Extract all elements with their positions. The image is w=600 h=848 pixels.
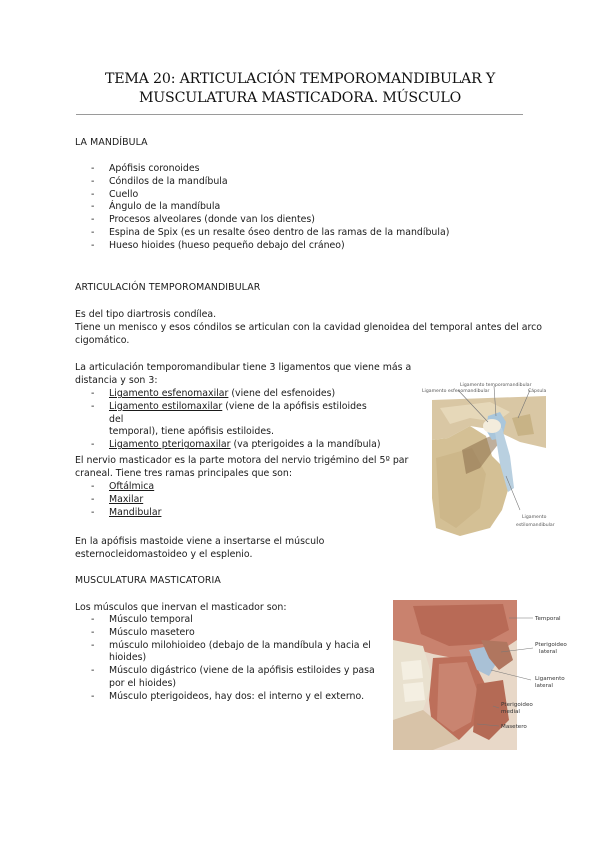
text-line: El nervio masticador es la parte motora del nervio trigémino del 5º par <box>75 455 409 466</box>
mandibula-list <box>91 163 449 253</box>
label-estilomandibular-1: Ligamento <box>522 515 547 520</box>
atm-paragraph-1 <box>75 308 543 347</box>
atm-paragraph-4 <box>75 535 375 561</box>
branch-list <box>91 481 161 519</box>
list-item: - Espina de Spix (es un resalte óseo dentro de las ramas de la mandíbula) <box>91 227 449 240</box>
list-item: - Cuello <box>91 189 449 202</box>
list-item <box>91 439 381 452</box>
masticatory-muscles-illustration <box>393 600 573 750</box>
text-line: distancia y son 3: <box>75 375 158 386</box>
ligament-desc: (viene de la apófisis estiloides del <box>109 400 367 425</box>
text-line: cigomático. <box>75 335 130 346</box>
list-item: - Músculo temporal <box>91 614 381 627</box>
list-item <box>91 481 161 494</box>
list-item <box>91 494 161 507</box>
list-item <box>91 665 381 691</box>
ligament-desc: (va pterigoides a la mandíbula) <box>230 439 381 451</box>
list-item <box>91 507 161 520</box>
branch-name: Mandibular <box>109 506 162 518</box>
ligament-name: Ligamento esfenomaxilar <box>109 388 229 399</box>
musculatura-intro: Los músculos que inervan el masticador son: <box>75 602 287 613</box>
list-item-text: músculo milohioideo (debajo de la mandíbula y hacia el <box>109 639 371 651</box>
list-item-cont: hioides) <box>109 652 147 664</box>
list-item-cont: por el hioides) <box>109 677 177 689</box>
list-item <box>91 401 381 439</box>
branch-name: Maxilar <box>109 493 144 505</box>
label-pterigoideo-lateral-2: lateral <box>539 649 557 655</box>
ligament-desc-cont: temporal), tiene apófisis estiloides. <box>109 426 274 438</box>
label-masetero: Masetero <box>501 724 527 730</box>
list-item: - Procesos alveolares (donde van los dientes) <box>91 214 449 227</box>
label-capsula: Cápsula <box>528 389 547 394</box>
label-temporomandibular: Ligamento temporomandibular <box>460 383 532 388</box>
label-ligamento-lateral-1: Ligamento <box>535 676 565 682</box>
list-item: - Ángulo de la mandíbula <box>91 201 449 214</box>
list-item-text: Músculo digástrico (viene de la apófisis estiloides y pasa <box>109 665 375 677</box>
atm-paragraph-3 <box>75 454 409 480</box>
label-temporal: Temporal <box>535 616 561 622</box>
ligament-list <box>91 388 381 452</box>
title-line-1: TEMA 20: ARTICULACIÓN TEMPOROMANDIBULAR Y <box>104 71 496 87</box>
text-line: craneal. Tiene tres ramas principales que son: <box>75 468 292 479</box>
label-pterigoideo-lateral-1: Pterigoideo <box>535 642 567 648</box>
list-item: - Apófisis coronoides <box>91 163 449 176</box>
text-line: En la apófisis mastoide viene a insertarse el músculo <box>75 536 325 547</box>
list-item: - Músculo pterigoideos, hay dos: el interno y el externo. <box>91 691 381 704</box>
section-heading-atm: ARTICULACIÓN TEMPOROMANDIBULAR <box>75 282 261 293</box>
muscle-list <box>91 614 381 704</box>
text-line: Tiene un menisco y esos cóndilos se articulan con la cavidad glenoidea del temporal antes del arco <box>75 322 543 333</box>
label-esfenomandibular: Ligamento esfenomandibular <box>422 389 490 394</box>
list-item <box>91 388 381 401</box>
text-line: esternocleidomastoideo y el esplenio. <box>75 549 253 560</box>
label-estilomandibular-2: estilomandibular <box>516 523 555 528</box>
tmj-ligaments-illustration <box>400 378 555 542</box>
title-divider <box>76 114 523 115</box>
list-item <box>91 640 381 666</box>
atm-paragraph-2 <box>75 361 412 387</box>
list-item: - Hueso hioides (hueso pequeño debajo del cráneo) <box>91 240 449 253</box>
ligament-name: Ligamento pterigomaxilar <box>109 439 231 451</box>
label-pterigoideo-medial-1: Pterigoideo <box>501 702 533 708</box>
branch-name: Oftálmica <box>109 481 155 492</box>
section-heading-mandibula: LA MANDÍBULA <box>75 137 148 148</box>
title-line-2: MUSCULATURA MASTICADORA. MÚSCULO <box>138 90 462 106</box>
section-heading-musculatura: MUSCULATURA MASTICATORIA <box>75 575 221 586</box>
label-pterigoideo-medial-2: medial <box>501 709 520 715</box>
ligament-name: Ligamento estilomaxilar <box>109 400 223 412</box>
text-line: Es del tipo diartrosis condílea. <box>75 309 217 320</box>
ligament-desc: (viene del esfenoides) <box>228 388 336 399</box>
label-ligamento-lateral-2: lateral <box>535 683 553 689</box>
document-title <box>60 70 540 108</box>
list-item: - Músculo masetero <box>91 627 381 640</box>
list-item: - Cóndilos de la mandíbula <box>91 176 449 189</box>
text-line: La articulación temporomandibular tiene 3 ligamentos que viene más a <box>75 362 412 373</box>
